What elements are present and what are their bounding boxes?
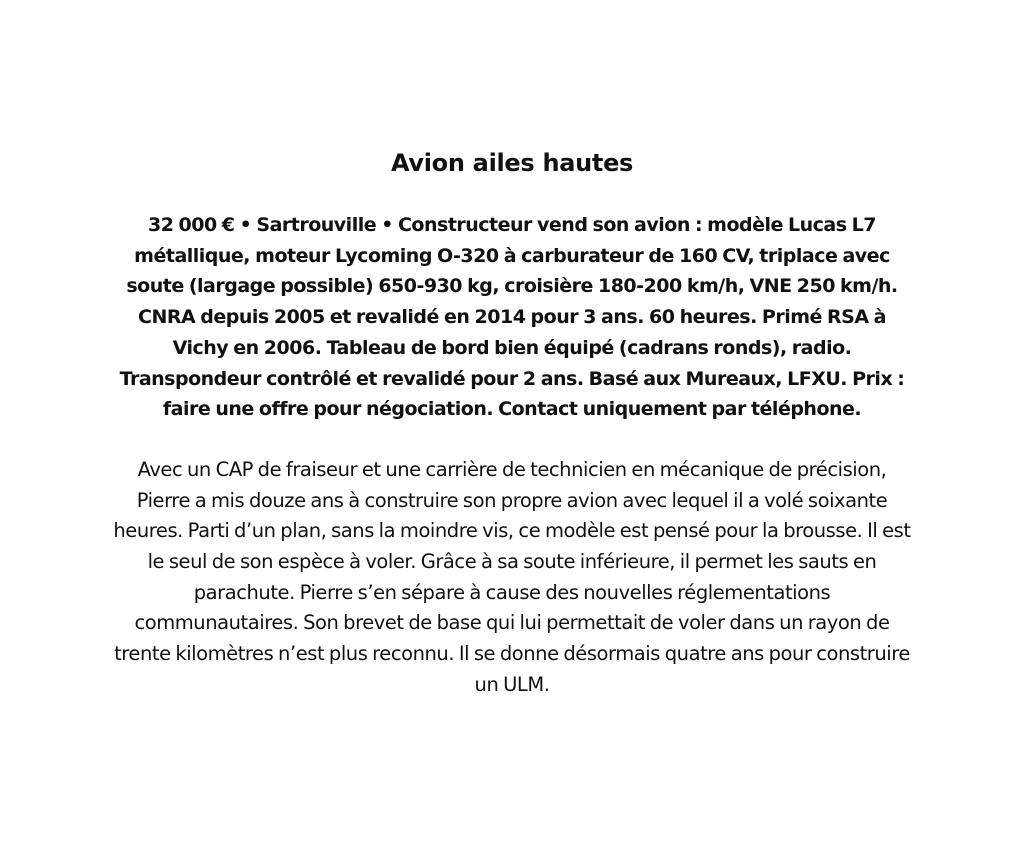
story-paragraph: Avec un CAP de fraiseur et une carrière de technicien en mécanique de précision, Pierre a mis douze ans à construire son propre avion avec lequel il a volé soixante heures. Parti d’un plan, sans la moindre vis, ce modèle est pensé pour la brousse. Il est le seul de son espèce à voler. Grâce à sa soute inférieure, il permet les sauts en parachute. Pierre s’en sépare à cause des nouvelles réglementations communautaires. Son brevet de base qui lui permettait de voler dans un rayon de trente kilomètres n’est plus reconnu. Il se donne désormais quatre ans pour construire un ULM. — [113, 457, 911, 696]
article — [112, 146, 912, 701]
article-title: Avion ailes hautes — [390, 149, 634, 177]
classified-ad-text: 32 000 € • Sartrouville • Constructeur vend son avion : modèle Lucas L7 métallique, moteur Lycoming O-320 à carburateur de 160 CV, triplace avec soute (largage possible) 650-930 kg, croisière 180-200 km/h, VNE 250 km/h. CNRA depuis 2005 et revalidé en 2014 pour 3 ans. 60 heures. Primé RSA à Vichy en 2006. Tableau de bord bien équipé (cadrans ronds), radio. Transpondeur contrôlé et revalidé pour 2 ans. Basé aux Mureaux, LFXU. Prix : faire une offre pour négociation. Contact uniquement par téléphone. — [119, 214, 905, 421]
